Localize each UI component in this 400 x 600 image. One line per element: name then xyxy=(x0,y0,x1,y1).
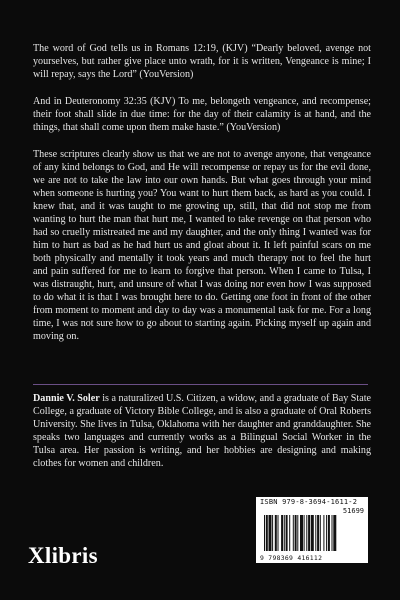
ean-digits: 9 798369 416112 xyxy=(260,554,323,562)
publisher-logo: Xlibris xyxy=(28,543,98,568)
barcode-bars-icon xyxy=(264,515,360,551)
isbn-barcode xyxy=(256,497,368,563)
price-code: 51699 xyxy=(342,507,364,515)
author-bio-text: is a naturalized U.S. Citizen, a widow, and a graduate of Bay State College, a graduate of Victory Bible College, and is also a graduate of Oral Roberts University. She lives in Tulsa, Oklahoma with her daughter and granddaughter. She speaks two languages and currently works as a Bilingual Social Worker in the Tulsa area. Her passion is writing, and her hobbies are designing and making clothes for women and children. xyxy=(33,393,371,469)
paragraph-story: These scriptures clearly show us that we are not to avenge anyone, that vengeance of any kind belongs to God, and He will recompense or repay us for the evil done, we are not to take the law into our own hands. But what goes through your mind when someone is hurting you? You want to hurt them back, as hard as you could. I knew that, and it was taught to me growing up, still, that did not stop me from wanting to hurt the man that hurt me, I wanted to take revenge on that person who had so cruelly mistreated me and my daughter, and the only thing I wanted was for him to hurt as bad as he had hurt us and gloat about it. It left painful scars on me both physically and mentally it took years and much therapy not to feel the hurt and pain suffered for me to learn to forgive that person. When I came to Tulsa, I was distraught, hurt, and unsure of what I was doing nor even how I was supposed to do what it is that I was brought here to do. Getting one foot in front of the other from moment to moment and day to day was a monumental task for me. For a long time, I was not sure how to go about to starting again. Picking myself up again and moving on. xyxy=(33,149,371,342)
isbn-label: ISBN 979-8-3694-1611-2 xyxy=(260,498,358,506)
paragraph-romans: The word of God tells us in Romans 12:19, (KJV) “Dearly beloved, avenge not yourselves, but rather give place unto wrath, for it is written, Vengeance is mine; I will repay, says the Lord” (YouVersion) xyxy=(33,43,371,80)
cover-text xyxy=(33,42,371,357)
section-divider xyxy=(33,384,368,385)
author-name: Dannie V. Soler xyxy=(33,393,100,404)
author-bio xyxy=(33,392,371,470)
paragraph-deuteronomy: And in Deuteronomy 32:35 (KJV) To me, belongeth vengeance, and recompense; their foot shall slide in due time: for the day of their calamity is at hand, and the things, that shall come upon them make haste.” (YouVersion) xyxy=(33,96,371,133)
